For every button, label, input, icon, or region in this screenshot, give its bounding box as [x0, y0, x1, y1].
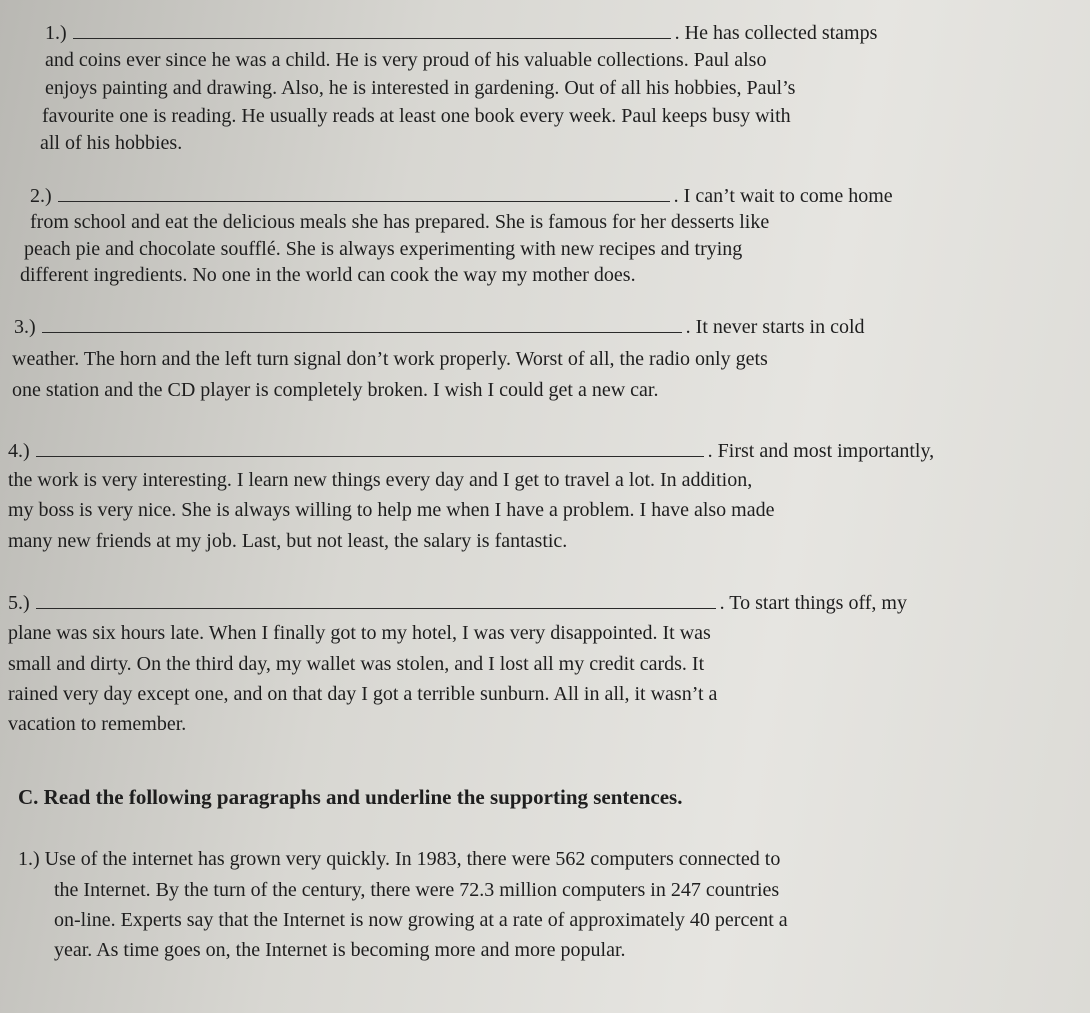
item-3-first-line	[14, 314, 1090, 340]
item-2-line: from school and eat the delicious meals she has prepared. She is famous for her desserts like	[30, 211, 770, 233]
item-2-first-line	[30, 183, 1090, 209]
answer-blank[interactable]	[73, 20, 671, 39]
first-line-tail: . First and most importantly,	[707, 440, 935, 462]
paragraph-line[interactable]: year. As time goes on, the Internet is becoming more and more popular.	[54, 939, 626, 961]
item-5-first-line	[8, 590, 1090, 616]
item-number: 2.)	[30, 185, 52, 207]
item-4-line: my boss is very nice. She is always willing to help me when I have a problem. I have also made	[8, 499, 775, 521]
answer-blank[interactable]	[36, 438, 704, 457]
item-5-line: small and dirty. On the third day, my wallet was stolen, and I lost all my credit cards. It	[8, 653, 705, 675]
item-5-line: vacation to remember.	[8, 713, 187, 735]
first-line-tail: . I can’t wait to come home	[673, 185, 893, 207]
answer-blank[interactable]	[36, 590, 716, 609]
answer-blank[interactable]	[58, 183, 670, 202]
item-1-line: favourite one is reading. He usually reads at least one book every week. Paul keeps busy with	[42, 105, 791, 127]
item-number: 5.)	[8, 592, 30, 614]
item-2-line: peach pie and chocolate soufflé. She is always experimenting with new recipes and trying	[24, 238, 743, 260]
item-1-line: enjoys painting and drawing. Also, he is interested in gardening. Out of all his hobbies, Paul’s	[45, 77, 796, 99]
item-3-line: weather. The horn and the left turn signal don’t work properly. Worst of all, the radio only gets	[12, 348, 768, 370]
paragraph-line[interactable]: the Internet. By the turn of the century, there were 72.3 million computers in 247 countries	[54, 879, 780, 901]
item-1-line: and coins ever since he was a child. He is very proud of his valuable collections. Paul also	[45, 49, 767, 71]
item-3-line: one station and the CD player is completely broken. I wish I could get a new car.	[12, 379, 659, 401]
item-1-first-line	[45, 20, 1090, 46]
item-4-first-line	[8, 438, 1090, 464]
item-4-line: the work is very interesting. I learn new things every day and I get to travel a lot. In addition,	[8, 469, 753, 491]
item-2-line: different ingredients. No one in the world can cook the way my mother does.	[20, 264, 636, 286]
item-number: 1.)	[45, 22, 67, 44]
paragraph-line[interactable]: on-line. Experts say that the Internet is now growing at a rate of approximately 40 percent a	[54, 909, 788, 931]
paragraph-number: 1.)	[18, 848, 40, 870]
item-5-line: plane was six hours late. When I finally got to my hotel, I was very disappointed. It was	[8, 622, 711, 644]
first-line-tail: . He has collected stamps	[674, 22, 878, 44]
item-number: 3.)	[14, 316, 36, 338]
paragraph-line[interactable]: Use of the internet has grown very quickly. In 1983, there were 562 computers connected to	[44, 848, 781, 870]
section-c-paragraph-first-line	[18, 846, 1090, 872]
first-line-tail: . To start things off, my	[719, 592, 907, 614]
first-line-tail: . It never starts in cold	[685, 316, 865, 338]
item-number: 4.)	[8, 440, 30, 462]
item-5-line: rained very day except one, and on that day I got a terrible sunburn. All in all, it wasn’t a	[8, 683, 718, 705]
item-1-line: all of his hobbies.	[40, 132, 183, 154]
section-c-heading: C. Read the following paragraphs and underline the supporting sentences.	[18, 785, 683, 809]
answer-blank[interactable]	[42, 314, 682, 333]
item-4-line: many new friends at my job. Last, but not least, the salary is fantastic.	[8, 530, 568, 552]
